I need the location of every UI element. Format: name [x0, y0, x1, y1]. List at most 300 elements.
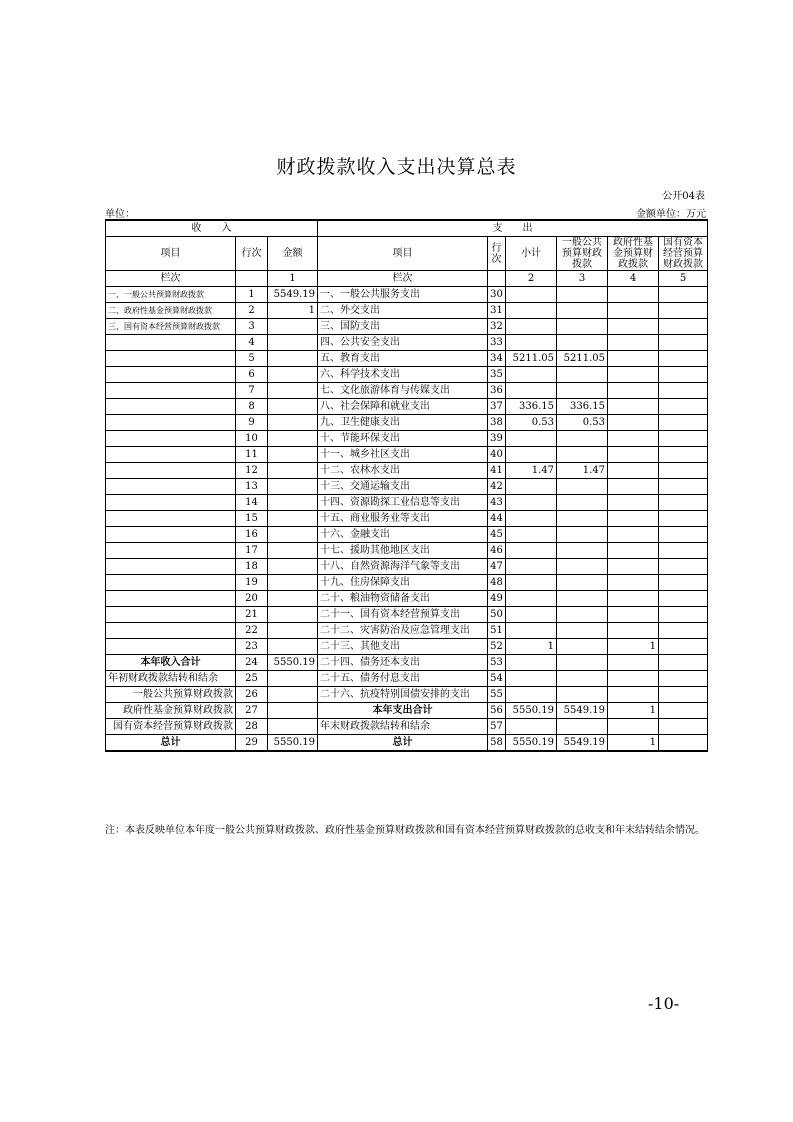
summary-table — [105, 219, 708, 752]
income-line-no-cell: 26 — [236, 687, 268, 703]
expense-header: 支 出 — [318, 220, 708, 237]
expense-line-no-cell: 51 — [488, 623, 506, 639]
income-item-cell — [106, 383, 236, 399]
table-row — [106, 351, 708, 367]
expense-item-cell: 十五、商业服务业等支出 — [318, 511, 488, 527]
income-line-no-cell: 4 — [236, 335, 268, 351]
subtotal-cell — [506, 575, 557, 591]
table-row — [106, 495, 708, 511]
general-budget-cell — [557, 623, 608, 639]
expense-item-cell: 十六、金融支出 — [318, 527, 488, 543]
income-item-cell: 一、一般公共预算财政拨款 — [106, 287, 236, 303]
table-row — [106, 319, 708, 335]
general-budget-cell — [557, 303, 608, 319]
general-budget-cell — [557, 447, 608, 463]
subtotal-cell — [506, 607, 557, 623]
income-line-no-cell: 6 — [236, 367, 268, 383]
income-amount-cell — [268, 415, 318, 431]
table-row — [106, 431, 708, 447]
state-capital-cell — [659, 479, 708, 495]
fund-budget-cell — [608, 671, 659, 687]
fund-budget-cell — [608, 335, 659, 351]
state-capital-cell — [659, 687, 708, 703]
fund-budget-cell — [608, 719, 659, 735]
state-capital-cell — [659, 463, 708, 479]
col-index-empty — [236, 271, 268, 287]
income-item-cell: 一般公共预算财政拨款 — [106, 687, 236, 703]
income-item-cell — [106, 479, 236, 495]
income-item-cell: 政府性基金预算财政拨款 — [106, 703, 236, 719]
subtotal-cell — [506, 367, 557, 383]
subtotal-cell — [506, 591, 557, 607]
expense-line-no-cell: 33 — [488, 335, 506, 351]
table-row — [106, 607, 708, 623]
expense-item-cell: 十四、资源勘探工业信息等支出 — [318, 495, 488, 511]
income-line-no-cell: 28 — [236, 719, 268, 735]
expense-line-no-cell: 44 — [488, 511, 506, 527]
table-row — [106, 719, 708, 735]
general-budget-cell — [557, 383, 608, 399]
fund-budget-cell — [608, 543, 659, 559]
income-amount-cell — [268, 367, 318, 383]
state-capital-cell — [659, 303, 708, 319]
income-amount-cell — [268, 575, 318, 591]
income-line-no-cell: 22 — [236, 623, 268, 639]
income-item-cell — [106, 543, 236, 559]
fund-budget-cell — [608, 351, 659, 367]
income-item-cell — [106, 415, 236, 431]
subtotal-cell: 5550.19 — [506, 703, 557, 719]
general-budget-cell: 336.15 — [557, 399, 608, 415]
income-line-no-cell: 10 — [236, 431, 268, 447]
expense-line-no-cell: 46 — [488, 543, 506, 559]
table-row — [106, 335, 708, 351]
income-line-no-cell: 17 — [236, 543, 268, 559]
fund-budget-cell — [608, 655, 659, 671]
subtotal-cell — [506, 719, 557, 735]
income-amount-cell — [268, 591, 318, 607]
col-index-5: 5 — [659, 271, 708, 287]
col-line-no: 行次 — [236, 237, 268, 271]
income-item-cell — [106, 367, 236, 383]
income-line-no-cell: 1 — [236, 287, 268, 303]
table-row — [106, 671, 708, 687]
general-budget-cell: 0.53 — [557, 415, 608, 431]
general-budget-cell — [557, 319, 608, 335]
col-general: 一般公共预算财政拨款 — [557, 237, 608, 271]
fund-budget-cell — [608, 447, 659, 463]
expense-item-cell: 八、社会保障和就业支出 — [318, 399, 488, 415]
state-capital-cell — [659, 703, 708, 719]
expense-line-no-cell: 32 — [488, 319, 506, 335]
table-row — [106, 287, 708, 303]
table-row — [106, 415, 708, 431]
expense-item-cell: 三、国防支出 — [318, 319, 488, 335]
income-amount-cell — [268, 623, 318, 639]
income-line-no-cell: 21 — [236, 607, 268, 623]
state-capital-cell — [659, 351, 708, 367]
income-line-no-cell: 24 — [236, 655, 268, 671]
table-row — [106, 447, 708, 463]
table-row — [106, 383, 708, 399]
expense-line-no-cell: 43 — [488, 495, 506, 511]
subtotal-cell: 1 — [506, 639, 557, 655]
subtotal-cell — [506, 687, 557, 703]
general-budget-cell — [557, 543, 608, 559]
income-line-no-cell: 7 — [236, 383, 268, 399]
general-budget-cell — [557, 671, 608, 687]
subtotal-cell — [506, 623, 557, 639]
expense-item-cell: 七、文化旅游体育与传媒支出 — [318, 383, 488, 399]
subtotal-cell: 5550.19 — [506, 735, 557, 752]
income-amount-cell — [268, 495, 318, 511]
column-index-row — [106, 271, 708, 287]
column-header-row — [106, 237, 708, 271]
general-budget-cell — [557, 367, 608, 383]
state-capital-cell — [659, 607, 708, 623]
expense-line-no-cell: 53 — [488, 655, 506, 671]
income-amount-cell — [268, 687, 318, 703]
expense-line-no-cell: 58 — [488, 735, 506, 752]
general-budget-cell — [557, 335, 608, 351]
state-capital-cell — [659, 719, 708, 735]
subtotal-cell — [506, 655, 557, 671]
subtotal-cell — [506, 431, 557, 447]
subtotal-cell — [506, 511, 557, 527]
expense-item-cell: 六、科学技术支出 — [318, 367, 488, 383]
general-budget-cell: 5549.19 — [557, 735, 608, 752]
amount-unit: 金额单位：万元 — [636, 209, 706, 220]
col-fund: 政府性基金预算财政拨款 — [608, 237, 659, 271]
income-amount-cell: 1 — [268, 303, 318, 319]
state-capital-cell — [659, 415, 708, 431]
table-row — [106, 639, 708, 655]
col-item: 项目 — [106, 237, 236, 271]
subtotal-cell: 336.15 — [506, 399, 557, 415]
expense-item-cell: 二十三、其他支出 — [318, 639, 488, 655]
income-line-no-cell: 29 — [236, 735, 268, 752]
income-amount-cell: 5550.19 — [268, 735, 318, 752]
expense-item-cell: 十三、交通运输支出 — [318, 479, 488, 495]
income-line-no-cell: 15 — [236, 511, 268, 527]
expense-item-cell: 十一、城乡社区支出 — [318, 447, 488, 463]
table-row — [106, 623, 708, 639]
income-line-no-cell: 23 — [236, 639, 268, 655]
expense-item-cell: 十八、自然资源海洋气象等支出 — [318, 559, 488, 575]
fund-budget-cell: 1 — [608, 703, 659, 719]
income-item-cell: 三、国有资本经营预算财政拨款 — [106, 319, 236, 335]
expense-line-no-cell: 41 — [488, 463, 506, 479]
income-item-cell — [106, 559, 236, 575]
income-item-cell — [106, 607, 236, 623]
general-budget-cell — [557, 607, 608, 623]
general-budget-cell — [557, 495, 608, 511]
income-line-no-cell: 12 — [236, 463, 268, 479]
expense-line-no-cell: 49 — [488, 591, 506, 607]
expense-item-cell: 总计 — [318, 735, 488, 752]
income-item-cell — [106, 463, 236, 479]
expense-item-cell: 四、公共安全支出 — [318, 335, 488, 351]
income-amount-cell — [268, 383, 318, 399]
income-item-cell: 二、政府性基金预算财政拨款 — [106, 303, 236, 319]
col-amount: 金额 — [268, 237, 318, 271]
state-capital-cell — [659, 575, 708, 591]
income-line-no-cell: 8 — [236, 399, 268, 415]
col-exp-line-no: 行次 — [488, 237, 506, 271]
expense-line-no-cell: 54 — [488, 671, 506, 687]
income-amount-cell — [268, 703, 318, 719]
expense-line-no-cell: 38 — [488, 415, 506, 431]
state-capital-cell — [659, 543, 708, 559]
expense-line-no-cell: 37 — [488, 399, 506, 415]
income-amount-cell — [268, 639, 318, 655]
table-row — [106, 559, 708, 575]
subtotal-cell: 5211.05 — [506, 351, 557, 367]
income-amount-cell — [268, 527, 318, 543]
state-capital-cell — [659, 399, 708, 415]
fund-budget-cell — [608, 303, 659, 319]
state-capital-cell — [659, 495, 708, 511]
subtotal-cell: 1.47 — [506, 463, 557, 479]
income-amount-cell — [268, 399, 318, 415]
state-capital-cell — [659, 447, 708, 463]
expense-item-cell: 九、卫生健康支出 — [318, 415, 488, 431]
expense-line-no-cell: 52 — [488, 639, 506, 655]
fund-budget-cell — [608, 479, 659, 495]
table-row — [106, 367, 708, 383]
income-item-cell — [106, 431, 236, 447]
fund-budget-cell — [608, 431, 659, 447]
expense-line-no-cell: 31 — [488, 303, 506, 319]
general-budget-cell — [557, 591, 608, 607]
table-row — [106, 575, 708, 591]
expense-line-no-cell: 45 — [488, 527, 506, 543]
subtotal-cell — [506, 335, 557, 351]
subtotal-cell — [506, 527, 557, 543]
expense-line-no-cell: 57 — [488, 719, 506, 735]
state-capital-cell — [659, 335, 708, 351]
fund-budget-cell — [608, 415, 659, 431]
income-amount-cell — [268, 319, 318, 335]
general-budget-cell — [557, 575, 608, 591]
state-capital-cell — [659, 319, 708, 335]
table-row — [106, 735, 708, 752]
income-line-no-cell: 18 — [236, 559, 268, 575]
income-line-no-cell: 19 — [236, 575, 268, 591]
expense-item-cell: 二、外交支出 — [318, 303, 488, 319]
income-line-no-cell: 9 — [236, 415, 268, 431]
income-amount-cell — [268, 351, 318, 367]
table-row — [106, 399, 708, 415]
income-item-cell — [106, 575, 236, 591]
income-item-cell — [106, 447, 236, 463]
expense-line-no-cell: 50 — [488, 607, 506, 623]
table-row — [106, 463, 708, 479]
expense-item-cell: 一、一般公共服务支出 — [318, 287, 488, 303]
income-line-no-cell: 14 — [236, 495, 268, 511]
income-line-no-cell: 27 — [236, 703, 268, 719]
fund-budget-cell — [608, 591, 659, 607]
form-code: 公开04表 — [662, 191, 705, 202]
col-subtotal: 小计 — [506, 237, 557, 271]
expense-item-cell: 年末财政拨款结转和结余 — [318, 719, 488, 735]
general-budget-cell: 5549.19 — [557, 703, 608, 719]
expense-item-cell: 十九、住房保障支出 — [318, 575, 488, 591]
income-line-no-cell: 20 — [236, 591, 268, 607]
income-header: 收 入 — [106, 220, 318, 237]
subtotal-cell — [506, 495, 557, 511]
expense-line-no-cell: 34 — [488, 351, 506, 367]
income-line-no-cell: 11 — [236, 447, 268, 463]
table-row — [106, 479, 708, 495]
fund-budget-cell: 1 — [608, 639, 659, 655]
expense-line-no-cell: 48 — [488, 575, 506, 591]
income-amount-cell: 5550.19 — [268, 655, 318, 671]
expense-item-cell: 本年支出合计 — [318, 703, 488, 719]
subtotal-cell — [506, 559, 557, 575]
col-index-3: 3 — [557, 271, 608, 287]
expense-line-no-cell: 55 — [488, 687, 506, 703]
col-label: 栏次 — [106, 271, 236, 287]
col-index-4: 4 — [608, 271, 659, 287]
income-item-cell — [106, 335, 236, 351]
exp-col-label: 栏次 — [318, 271, 488, 287]
income-item-cell: 总计 — [106, 735, 236, 752]
income-amount-cell — [268, 511, 318, 527]
fund-budget-cell — [608, 687, 659, 703]
fund-budget-cell — [608, 559, 659, 575]
table-row — [106, 655, 708, 671]
expense-item-cell: 十二、农林水支出 — [318, 463, 488, 479]
income-line-no-cell: 5 — [236, 351, 268, 367]
income-item-cell: 年初财政拨款结转和结余 — [106, 671, 236, 687]
subtotal-cell — [506, 543, 557, 559]
general-budget-cell — [557, 559, 608, 575]
subtotal-cell — [506, 479, 557, 495]
general-budget-cell — [557, 655, 608, 671]
col-index-empty — [488, 271, 506, 287]
income-amount-cell — [268, 431, 318, 447]
general-budget-cell — [557, 527, 608, 543]
table-row — [106, 543, 708, 559]
expense-line-no-cell: 39 — [488, 431, 506, 447]
subtotal-cell: 0.53 — [506, 415, 557, 431]
subtotal-cell — [506, 319, 557, 335]
general-budget-cell — [557, 639, 608, 655]
income-amount-cell — [268, 559, 318, 575]
expense-item-cell: 二十二、灾害防治及应急管理支出 — [318, 623, 488, 639]
state-capital-cell — [659, 655, 708, 671]
income-amount-cell: 5549.19 — [268, 287, 318, 303]
fund-budget-cell — [608, 367, 659, 383]
expense-line-no-cell: 56 — [488, 703, 506, 719]
general-budget-cell — [557, 719, 608, 735]
general-budget-cell: 1.47 — [557, 463, 608, 479]
income-item-cell — [106, 511, 236, 527]
expense-line-no-cell: 47 — [488, 559, 506, 575]
footnote: 注：本表反映单位本年度一般公共预算财政拨款、政府性基金预算财政拨款和国有资本经营预算财政拨款的总收支和年末结转结余情况。 — [105, 825, 705, 836]
general-budget-cell — [557, 431, 608, 447]
state-capital-cell — [659, 367, 708, 383]
income-amount-cell — [268, 463, 318, 479]
fund-budget-cell — [608, 607, 659, 623]
income-line-no-cell: 2 — [236, 303, 268, 319]
fund-budget-cell — [608, 623, 659, 639]
section-header-row — [106, 220, 708, 237]
table-row — [106, 591, 708, 607]
expense-item-cell: 二十四、债务还本支出 — [318, 655, 488, 671]
col-state: 国有资本经营预算财政拨款 — [659, 237, 708, 271]
fund-budget-cell — [608, 575, 659, 591]
table-row — [106, 527, 708, 543]
expense-item-cell: 二十一、国有资本经营预算支出 — [318, 607, 488, 623]
state-capital-cell — [659, 671, 708, 687]
subtotal-cell — [506, 303, 557, 319]
expense-line-no-cell: 30 — [488, 287, 506, 303]
unit-label: 单位： — [105, 209, 135, 220]
state-capital-cell — [659, 623, 708, 639]
fund-budget-cell: 1 — [608, 735, 659, 752]
state-capital-cell — [659, 511, 708, 527]
state-capital-cell — [659, 527, 708, 543]
income-item-cell — [106, 495, 236, 511]
fund-budget-cell — [608, 511, 659, 527]
income-line-no-cell: 25 — [236, 671, 268, 687]
income-item-cell — [106, 527, 236, 543]
fund-budget-cell — [608, 463, 659, 479]
fund-budget-cell — [608, 287, 659, 303]
expense-line-no-cell: 40 — [488, 447, 506, 463]
table-row — [106, 303, 708, 319]
page-number: -10- — [648, 994, 680, 1013]
state-capital-cell — [659, 639, 708, 655]
income-item-cell: 本年收入合计 — [106, 655, 236, 671]
general-budget-cell — [557, 687, 608, 703]
fund-budget-cell — [608, 527, 659, 543]
expense-line-no-cell: 42 — [488, 479, 506, 495]
fund-budget-cell — [608, 319, 659, 335]
state-capital-cell — [659, 559, 708, 575]
state-capital-cell — [659, 735, 708, 752]
income-amount-cell — [268, 335, 318, 351]
income-item-cell: 国有资本经营预算财政拨款 — [106, 719, 236, 735]
table-row — [106, 687, 708, 703]
income-line-no-cell: 3 — [236, 319, 268, 335]
income-item-cell — [106, 591, 236, 607]
general-budget-cell — [557, 479, 608, 495]
income-line-no-cell: 16 — [236, 527, 268, 543]
income-item-cell — [106, 351, 236, 367]
page-title: 财政拨款收入支出决算总表 — [276, 156, 517, 178]
subtotal-cell — [506, 287, 557, 303]
fund-budget-cell — [608, 399, 659, 415]
table-row — [106, 511, 708, 527]
income-amount-cell — [268, 479, 318, 495]
col-exp-item: 项目 — [318, 237, 488, 271]
income-item-cell — [106, 399, 236, 415]
expense-item-cell: 十七、援助其他地区支出 — [318, 543, 488, 559]
general-budget-cell: 5211.05 — [557, 351, 608, 367]
table-row — [106, 703, 708, 719]
state-capital-cell — [659, 591, 708, 607]
col-index-1: 1 — [268, 271, 318, 287]
expense-item-cell: 二十六、抗疫特别国债安排的支出 — [318, 687, 488, 703]
subtotal-cell — [506, 447, 557, 463]
income-item-cell — [106, 639, 236, 655]
expense-item-cell: 十、节能环保支出 — [318, 431, 488, 447]
fund-budget-cell — [608, 383, 659, 399]
expense-item-cell: 二十、粮油物资储备支出 — [318, 591, 488, 607]
